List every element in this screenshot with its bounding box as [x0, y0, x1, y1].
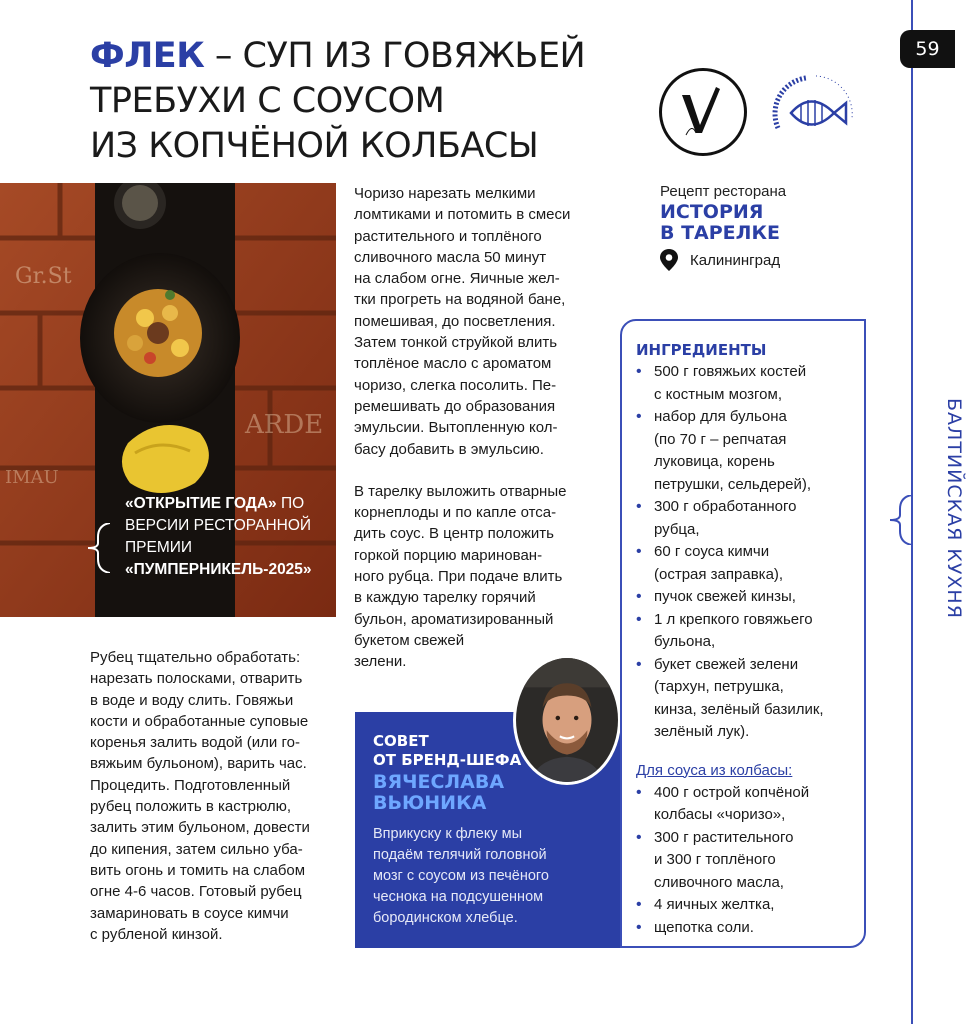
text-line: корнеплоды и по капле отса-: [354, 504, 557, 522]
ingredient-line: зелёный лук).: [654, 723, 750, 740]
ingredient-item: [636, 406, 854, 496]
text-line: на слабом огне. Яичные жел-: [354, 270, 560, 288]
text-line: вить огонь и томить на слабом: [90, 861, 306, 879]
ingredient-item: [636, 917, 854, 940]
text-line: бульон, ароматизированный: [354, 610, 554, 628]
ingredient-item: [636, 609, 854, 654]
text-line: помешивая, до посветления.: [354, 312, 556, 330]
ingredient-line: с костным мозгом,: [654, 385, 782, 403]
text-line: Затем тонкой струйкой влить: [354, 334, 558, 352]
text-line: огне 4-6 часов. Готовый рубец: [90, 883, 302, 901]
text-line: коренья залить водой (или го-: [90, 734, 300, 752]
text-line: нарезать полосками, отварить: [90, 670, 303, 688]
title-line2: ТРЕБУХИ С СОУСОМ: [90, 81, 445, 121]
ingredient-line: • 500 г говяжьих костей: [654, 363, 807, 380]
tip-text-line: мозг с соусом из печёного: [373, 868, 549, 884]
location-pin-icon: [660, 249, 678, 271]
baltic-cuisine-logo: [766, 68, 856, 158]
ingredient-line: • щепотка соли.: [654, 918, 754, 936]
text-line: топлёное масло с ароматом: [354, 355, 552, 373]
caption-award-title: «ОТКРЫТИЕ ГОДА»: [125, 495, 277, 512]
text-line: растительного и топлёного: [354, 227, 542, 245]
text-line: зелени.: [354, 653, 407, 671]
tip-text-line: бородинском хлебце.: [373, 910, 518, 926]
text-line: в каждую тарелку горячий: [354, 589, 536, 607]
ingredient-line: бульона,: [654, 633, 716, 650]
chef-portrait-illustration: [516, 658, 618, 782]
restaurant-name: [660, 202, 880, 244]
restaurant-pre: Рецепт ресторана: [660, 183, 787, 200]
svg-text:IMAU: IMAU: [5, 467, 59, 488]
text-line: в воде и воду слить. Говяжьи: [90, 691, 294, 709]
svg-text:Gr.St: Gr.St: [15, 264, 72, 289]
text-line: басу добавить в эмульсию.: [354, 440, 544, 458]
text-line: ломтиками и потомить в смеси: [354, 206, 571, 224]
text-line: Рубец тщательно обработать:: [90, 649, 301, 666]
ingredient-line: • 4 яичных желтка,: [654, 896, 775, 913]
svg-text:ARDE: ARDE: [245, 410, 324, 440]
tip-heading-line2: ОТ БРЕНД-ШЕФА: [373, 751, 522, 769]
sauce-subheading: Для соуса из колбасы:: [636, 761, 793, 779]
ingredient-line: • 1 л крепкого говяжьего: [654, 610, 813, 628]
tip-heading-line1: СОВЕТ: [373, 732, 429, 750]
article-title: [90, 34, 620, 169]
text-line: замариновать в соусе кимчи: [90, 904, 289, 922]
ingredient-line: • 300 г растительного: [654, 828, 794, 846]
text-line: Процедить. Подготовленный: [90, 776, 291, 794]
ingredient-item: [636, 541, 854, 586]
text-line: ремешивать до образования: [354, 397, 556, 415]
title-line3: ИЗ КОПЧЁНОЙ КОЛБАСЫ: [90, 126, 539, 166]
ingredient-item: [636, 654, 854, 744]
page-number: 59: [900, 30, 955, 68]
ingredient-line: • 300 г обработанного: [654, 498, 797, 515]
title-line1: – СУП ИЗ ГОВЯЖЬЕЙ: [204, 36, 586, 76]
ingredient-line: (острая заправка),: [654, 565, 784, 583]
side-brace-icon: [890, 495, 912, 545]
ingredient-line: сливочного масла,: [654, 873, 784, 891]
v-logo-icon: [662, 71, 744, 153]
fish-logo-icon: [766, 68, 856, 158]
ingredient-item: [636, 586, 854, 609]
tip-text: [373, 824, 602, 929]
text-line: тки прогреть на водяной бане,: [354, 291, 566, 309]
ingredient-line: • набор для бульона: [654, 408, 787, 425]
text-line: залить этим бульоном, довести: [90, 819, 310, 837]
chef-portrait: [513, 655, 621, 785]
ingredient-item: [636, 361, 854, 406]
city-name: Калининград: [690, 251, 781, 269]
text-line: рубец положить в кастрюлю,: [90, 798, 292, 816]
recipe-text-col1: [90, 647, 350, 945]
ingredient-line: рубца,: [654, 520, 700, 538]
ingredient-line: (тархун, петрушка,: [654, 678, 784, 695]
text-line: с рубленой кинзой.: [90, 925, 223, 943]
text-line: эмульсии. Вытопленную кол-: [354, 419, 558, 437]
text-line: Чоризо нарезать мелкими: [354, 185, 536, 202]
text-line: до кипения, затем сильно уба-: [90, 840, 303, 858]
ingredient-line: • 60 г соуса кимчи: [654, 543, 770, 560]
text-line: горкой порцию маринован-: [354, 546, 543, 564]
title-accent: ФЛЕК: [90, 36, 205, 76]
col2-paragraph-2: [354, 481, 614, 673]
caption-award-by: ПО ВЕРСИИ РЕСТОРАННОЙ ПРЕМИИ: [125, 495, 312, 556]
v-logo: [659, 68, 747, 156]
ingredient-line: луковица, корень: [654, 453, 775, 470]
text-line: В тарелку выложить отварные: [354, 482, 567, 500]
photo-caption: [125, 493, 325, 581]
ingredient-line: кинза, зелёный базилик,: [654, 700, 824, 718]
text-line: ного рубца. При подаче влить: [354, 568, 563, 586]
ingredient-line: колбасы «чоризо»,: [654, 806, 786, 823]
caption-award-name: «ПУМПЕРНИКЕЛЬ-2025»: [125, 561, 312, 578]
ingredients-box: [620, 319, 866, 948]
ingredient-line: • букет свежей зелени: [654, 655, 799, 673]
sauce-ingredients-list: [636, 782, 854, 940]
text-line: букетом свежей: [354, 631, 465, 649]
recipe-text-col2: [354, 183, 614, 673]
restaurant-info: [660, 183, 880, 271]
chef-name-line2: ВЬЮНИКА: [373, 792, 487, 814]
tip-text-line: чеснока на подсушенном: [373, 889, 544, 905]
ingredient-line: (по 70 г – репчатая: [654, 430, 787, 448]
ingredient-line: • 400 г острой копчёной: [654, 783, 810, 801]
ingredients-list: [636, 361, 854, 744]
ingredient-line: • пучок свежей кинзы,: [654, 588, 796, 605]
ingredient-item: [636, 827, 854, 895]
ingredient-item: [636, 782, 854, 827]
restaurant-name-line2: В ТАРЕЛКЕ: [660, 222, 780, 244]
ingredient-line: и 300 г топлёного: [654, 851, 776, 868]
ingredients-heading: ИНГРЕДИЕНТЫ: [636, 341, 767, 359]
caption-brace-icon: [88, 523, 110, 573]
text-line: вяжьим бульоном), варить час.: [90, 755, 307, 773]
ingredient-line: петрушки, сельдерей),: [654, 475, 812, 493]
text-line: сливочного масла 50 минут: [354, 248, 547, 266]
ingredient-item: [636, 894, 854, 917]
section-side-label: БАЛТИЙСКАЯ КУХНЯ: [943, 398, 965, 619]
chef-name-line1: ВЯЧЕСЛАВА: [373, 771, 505, 793]
restaurant-name-line1: ИСТОРИЯ: [660, 201, 764, 223]
text-line: кости и обработанные суповые: [90, 712, 309, 730]
tip-text-line: Вприкуску к флеку мы: [373, 826, 523, 842]
col2-paragraph-1: [354, 183, 614, 460]
text-line: дить соус. В центр положить: [354, 525, 554, 543]
restaurant-city: [660, 249, 880, 271]
ingredient-item: [636, 496, 854, 541]
text-line: чоризо, слегка посолить. Пе-: [354, 376, 557, 394]
tip-text-line: подаём телячий головной: [373, 847, 547, 863]
